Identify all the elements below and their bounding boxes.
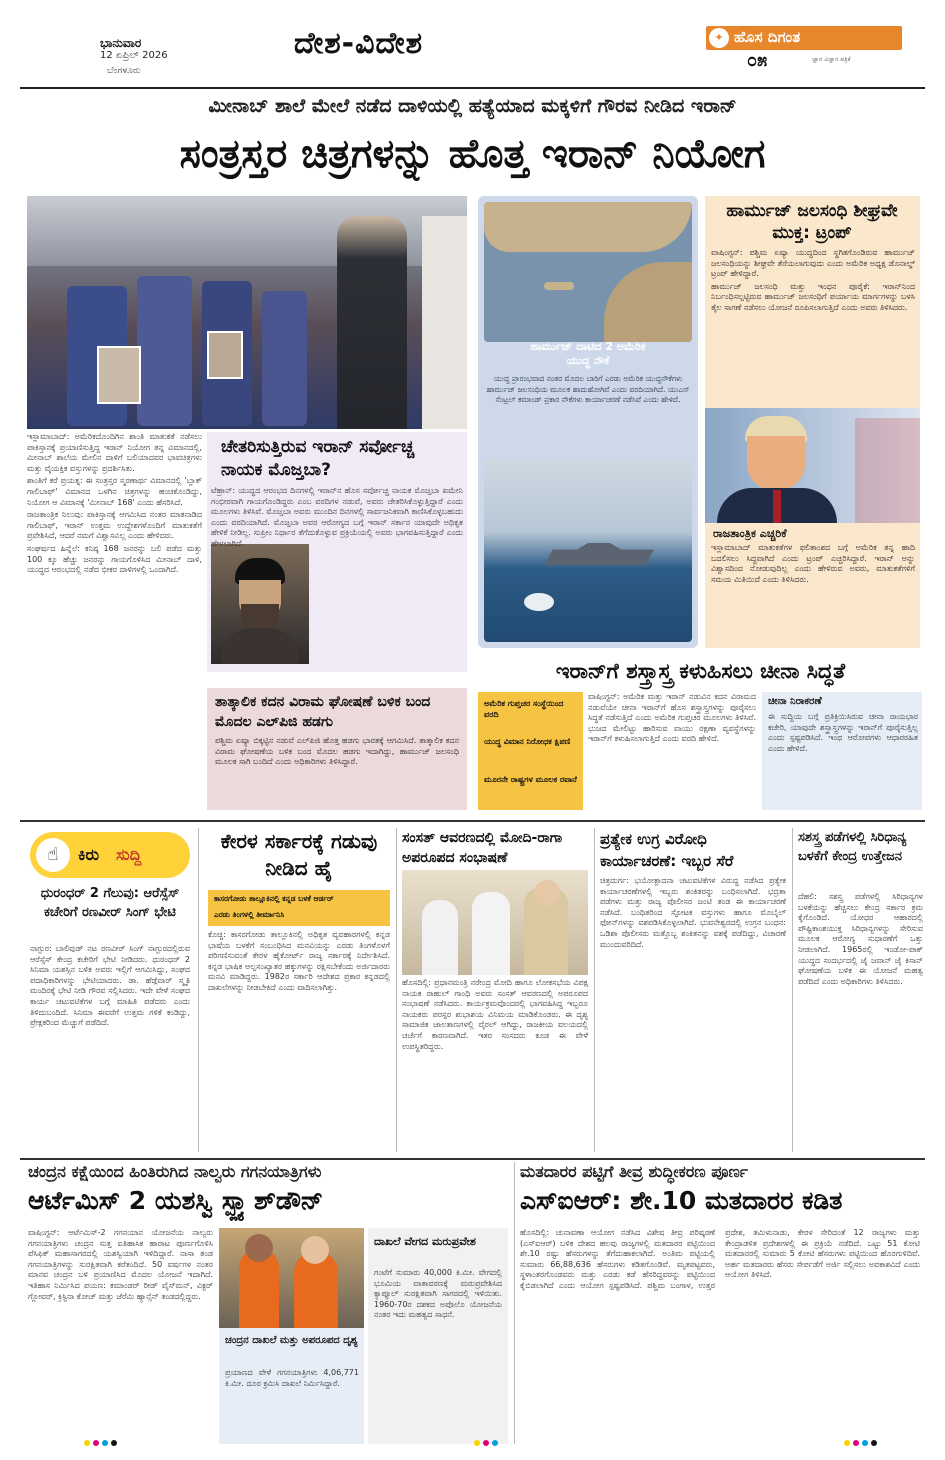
kerala-bullet: ಕಾಸರಗೋಡು ತಾಲ್ಲೂಕಿನಲ್ಲಿ ಕನ್ನಡ ಬಳಕೆ ಆರ್ಡರ್ — [214, 894, 334, 903]
modi-rahul-photo — [402, 870, 588, 975]
column-rule — [514, 1162, 515, 1444]
artemis-headline: ಆರ್ಟೆಮಿಸ್ 2 ಯಶಸ್ವಿ ಸ್ಪ್ಲ್ಯಾಶ್‌ಡೌನ್ — [28, 1186, 324, 1215]
column-rule — [594, 828, 595, 1152]
lpg-story — [207, 688, 467, 810]
column-rule — [792, 828, 793, 1152]
china-headline: ಇರಾನ್‌ಗೆ ಶಸ್ತ್ರಾಸ್ತ್ರ ಕಳುಹಿಸಲು ಚೀನಾ ಸಿದ್ಧತೆ — [555, 659, 846, 683]
sashastra-headline: ಸಶಸ್ತ್ರ ಪಡೆಗಳಲ್ಲಿ ಸಿರಿಧಾನ್ಯ ಬಳಕೆಗೆ ಕೇಂದ್ರ ಉತ್ತೇಜನ — [798, 830, 907, 864]
kiru-brand-a: ಕಿರು — [78, 845, 100, 864]
sansad-headline: ಸಂಸತ್ ಆವರಣದಲ್ಲಿ ಮೋದಿ-ರಾಗಾ ಅಪರೂಪದ ಸಂಭಾಷಣೆ — [402, 830, 563, 866]
sansad-body: ಹೊಸದಿಲ್ಲಿ: ಪ್ರಧಾನಮಂತ್ರಿ ನರೇಂದ್ರ ಮೋದಿ ಹಾಗೂ ಲೋಕಸಭೆಯ ವಿಪಕ್ಷ ನಾಯಕ ರಾಹುಲ್ ಗಾಂಧಿ ಅವರು ಸಂಸತ್ ಆವರಣದಲ್ಲಿ ಅಪರೂಪದ ಸಂಭಾಷಣೆ ನಡೆಸಿದರು. ಕಾರ್ಯಕ್ರಮವೊಂದರಲ್ಲಿ ಭಾಗವಹಿಸಿದ್ದ ಇಬ್ಬರೂ ನಾಯಕರು ಪರಸ್ಪರ ಶುಭಾಶಯ ವಿನಿಮಯ ಮಾಡಿಕೊಂಡರು. ಈ ದೃಶ್ಯ ಸಾಮಾಜಿಕ ಜಾಲತಾಣಗಳಲ್ಲಿ ವೈರಲ್ ಆಗಿದ್ದು, ರಾಜಕೀಯ ವಲಯದಲ್ಲಿ ಚರ್ಚೆಗೆ ಕಾರಣವಾಗಿದೆ. ಇತರ ಸಂಸದರು ಕೂಡ ಈ ವೇಳೆ ಉಪಸ್ಥಿತರಿದ್ದರು. — [402, 978, 588, 1051]
warship-photo — [484, 458, 692, 642]
masthead-rule — [20, 87, 925, 89]
column-rule — [396, 828, 397, 1152]
lead-body — [27, 432, 202, 810]
lead-paragraph: ಇಸ್ಲಾಮಾಬಾದ್: ಅಮೆರಿಕದೊಂದಿಗಿನ ಶಾಂತಿ ಮಾತುಕತೆ ನಡೆಸಲು ಪಾಕಿಸ್ತಾನಕ್ಕೆ ಪ್ರಯಾಣಿಸುತ್ತಿದ್ದ ಇರಾನ್ ನಿಯೋಗ ತನ್ನ ವಿಮಾನದಲ್ಲಿ, ಮೀನಾಬ್ ಶಾಲೆಯ ಮೇಲಿನ ದಾಳಿಗೆ ಬಲಿಯಾದವರ ಭಾವಚಿತ್ರಗಳು ಮತ್ತು ವೈಯಕ್ತಿಕ ವಸ್ತುಗಳನ್ನು ಪ್ರದರ್ಶಿಸಿತು. — [27, 432, 202, 473]
ugra-body: ಚಿತ್ರದುರ್ಗ: ಭಯೋತ್ಪಾದನಾ ಚಟುವಟಿಕೆಗಳ ವಿರುದ್ಧ ನಡೆಸಿದ ಪ್ರತ್ಯೇಕ ಕಾರ್ಯಾಚರಣೆಗಳಲ್ಲಿ ಇಬ್ಬರು ಶಂಕಿತರನ್ನು ಬಂಧಿಸಲಾಗಿದೆ. ಭದ್ರತಾ ಪಡೆಗಳು ಮತ್ತು ರಾಜ್ಯ ಪೊಲೀಸರ ಜಂಟಿ ತಂಡ ಈ ಕಾರ್ಯಾಚರಣೆ ನಡೆಸಿದೆ. ಬಂಧಿತರಿಂದ ಸ್ಫೋಟಕ ವಸ್ತುಗಳು ಹಾಗೂ ಮೊಬೈಲ್ ಫೋನ್‌ಗಳನ್ನು ವಶಪಡಿಸಿಕೊಳ್ಳಲಾಗಿದೆ. ಭುವನೇಶ್ವರದಲ್ಲಿ ಉಗ್ರನ ಬಂಧನ: ಒಡಿಶಾ ಪೊಲೀಸರು ಮತ್ತೊಬ್ಬ ಶಂಕಿತನನ್ನು ವಶಕ್ಕೆ ಪಡೆದಿದ್ದು, ವಿಚಾರಣೆ ಮುಂದುವರಿದಿದೆ. — [600, 876, 786, 949]
brand-name: ಹೊಸ ದಿಗಂತ — [734, 28, 801, 46]
leader-headline: ಚೇತರಿಸುತ್ತಿರುವ ಇರಾನ್ ಸರ್ವೋಚ್ಚ ನಾಯಕ ಮೊಜ್ತಬಾ? — [221, 437, 415, 480]
sir-body: ಹೊಸದಿಲ್ಲಿ: ಚುನಾವಣಾ ಆಯೋಗ ನಡೆಸಿದ ವಿಶೇಷ ತೀವ್ರ ಪರಿಷ್ಕರಣೆ (ಎಸ್‌ಐಆರ್) ಬಳಿಕ ದೇಶದ ಹಲವು ರಾಜ್ಯಗಳಲ್ಲಿ ಮತದಾರರ ಪಟ್ಟಿಯಿಂದ ಶೇ.10 ರಷ್ಟು ಹೆಸರುಗಳನ್ನು ತೆಗೆದುಹಾಕಲಾಗಿದೆ. ಅಂತಿಮ ಪಟ್ಟಿಯಲ್ಲಿ ಸುಮಾರು 66,88,636 ಹೆಸರುಗಳು ಕಡಿತಗೊಂಡಿವೆ. ಮೃತಪಟ್ಟವರು, ಸ್ಥಳಾಂತರಗೊಂಡವರು ಮತ್ತು ಎರಡು ಕಡೆ ಹೆಸರಿದ್ದವರನ್ನು ಪಟ್ಟಿಯಿಂದ ಕೈಬಿಡಲಾಗಿದೆ ಎಂದು ಆಯೋಗ ಸ್ಪಷ್ಟಪಡಿಸಿದೆ. ಪಶ್ಚಿಮ ಬಂಗಾಳ, ಉತ್ತರ ಪ್ರದೇಶ, ತಮಿಳುನಾಡು, ಕೇರಳ ಸೇರಿದಂತೆ 12 ರಾಜ್ಯಗಳು ಮತ್ತು ಕೇಂದ್ರಾಡಳಿತ ಪ್ರದೇಶಗಳಲ್ಲಿ ಈ ಪ್ರಕ್ರಿಯೆ ನಡೆದಿದೆ. ಒಟ್ಟು 51 ಕೋಟಿ ಮತದಾರರಲ್ಲಿ ಸುಮಾರು 5 ಕೋಟಿ ಹೆಸರುಗಳು ಪಟ್ಟಿಯಿಂದ ಹೊರಗುಳಿದಿವೆ. ಅರ್ಹ ಮತದಾರರು ಹೆಸರು ಸೇರ್ಪಡೆಗೆ ಅರ್ಜಿ ಸಲ್ಲಿಸಲು ಅವಕಾಶವಿದೆ ಎಂದು ಆಯೋಗ ತಿಳಿಸಿದೆ. — [520, 1228, 920, 1290]
hormuz-paragraph: ವಾಷಿಂಗ್ಟನ್: ಪಶ್ಚಿಮ ಏಷ್ಯಾ ಯುದ್ಧದಿಂದ ಸ್ಥಗಿತಗೊಂಡಿರುವ ಹಾರ್ಮುಜ್ ಜಲಸಂಧಿಯನ್ನು ಶೀಘ್ರವೇ ತೆರೆಯಲಾಗುವುದು ಎಂದು ಅಮೆರಿಕ ಅಧ್ಯಕ್ಷ ಡೊನಾಲ್ಡ್ ಟ್ರಂಪ್ ಹೇಳಿದ್ದಾರೆ. — [711, 248, 915, 279]
date-label: 12 ಏಪ್ರಿಲ್ 2026 — [100, 50, 168, 61]
brand-tagline: ಜ್ಞಾನ ವಿಜ್ಞಾನ ಪತ್ರಿಕೆ — [812, 56, 851, 63]
diplomatic-box — [705, 523, 920, 648]
lead-paragraph: ಸಂಘರ್ಷದ ಹಿನ್ನೆಲೆ: ಕನಿಷ್ಠ 168 ಜನರನ್ನು ಬಲಿ ಪಡೆದ ಮತ್ತು 100 ಕ್ಕೂ ಹೆಚ್ಚು ಜನರನ್ನು ಗಾಯಗೊಳಿಸಿದ ಮೀನಾಬ್ ದಾಳಿ, ಯುದ್ಧದ ಆರಂಭದಲ್ಲಿ ನಡೆದ ಭೀಕರ ದಾಳಿಗಳಲ್ಲಿ ಒಂದಾಗಿದೆ. — [27, 543, 202, 575]
hormuz-story — [705, 196, 920, 408]
kerala-headline: ಕೇರಳ ಸರ್ಕಾರಕ್ಕೆ ಗಡುವು ನೀಡಿದ ಹೈ — [220, 829, 378, 880]
section-rule — [20, 820, 925, 822]
map-caption-title: ಹಾರ್ಮುಜ್ ದಾಟಿದ 2 ಅಮೆರಿಕ ಯುದ್ಧ ನೌಕೆ — [530, 340, 646, 367]
kerala-bullet: ಎರಡು ತಿಂಗಳಲ್ಲಿ ತೀರ್ಮಾನಿಸಿ — [214, 910, 285, 919]
kiru-brand-b: ಸುದ್ದಿ — [116, 845, 142, 864]
page-number: ೦೫ — [747, 50, 768, 71]
china-bullet-box — [478, 692, 583, 810]
leader-story — [207, 432, 467, 672]
kiru-body: ನಾಗ್ಪುರ: ಬಾಲಿವುಡ್ ನಟ ರಣವೀರ್ ಸಿಂಗ್ ನಾಗ್ಪುರದಲ್ಲಿರುವ ಆರೆಸ್ಸೆಸ್ ಕೇಂದ್ರ ಕಚೇರಿಗೆ ಭೇಟಿ ನೀಡಿದರು. ಧುರಂಧರ್ 2 ಸಿನಿಮಾ ಯಶಸ್ಸಿನ ಬಳಿಕ ಅವರು ಇಲ್ಲಿಗೆ ಆಗಮಿಸಿದ್ದು, ಸಂಘದ ಪದಾಧಿಕಾರಿಗಳನ್ನು ಭೇಟಿಯಾದರು. ಡಾ. ಹೆಡ್ಗೆವಾರ್ ಸ್ಮೃತಿ ಮಂದಿರಕ್ಕೆ ಭೇಟಿ ನೀಡಿ ಗೌರವ ಸಲ್ಲಿಸಿದರು. ಇದೇ ವೇಳೆ ಸಂಘದ ಕಾರ್ಯ ಚಟುವಟಿಕೆಗಳ ಬಗ್ಗೆ ಮಾಹಿತಿ ಪಡೆದರು ಎಂದು ತಿಳಿದುಬಂದಿದೆ. ಸಿನಿಮಾ ಈವರೆಗೆ ಉತ್ತಮ ಗಳಿಕೆ ಕಂಡಿದ್ದು, ಪ್ರೇಕ್ಷಕರಿಂದ ಮೆಚ್ಚುಗೆ ಪಡೆದಿದೆ. — [30, 944, 190, 1028]
map-feature — [478, 196, 698, 648]
trump-photo — [705, 408, 920, 523]
china-side-box — [762, 692, 922, 810]
sir-headline: ಎಸ್‌ಐಆರ್: ಶೇ.10 ಮತದಾರರ ಕಡಿತ — [520, 1186, 843, 1215]
lpg-body: ಪಶ್ಚಿಮ ಏಷ್ಯಾ ಬಿಕ್ಕಟ್ಟಿನ ನಡುವೆ ಎಲ್‌ಪಿಜಿ ಹೊತ್ತ ಹಡಗು ಭಾರತಕ್ಕೆ ಆಗಮಿಸಿದೆ. ತಾತ್ಕಾಲಿಕ ಕದನ ವಿರಾಮ ಘೋಷಣೆಯ ಬಳಿಕ ಬಂದ ಮೊದಲ ಹಡಗು ಇದಾಗಿದ್ದು, ಹಾರ್ಮುಜ್ ಜಲಸಂಧಿ ಮೂಲಕ ಸಾಗಿ ಬಂದಿದೆ ಎಂದು ಅಧಿಕಾರಿಗಳು ತಿಳಿಸಿದ್ದಾರೆ. — [215, 736, 459, 767]
china-body: ವಾಷಿಂಗ್ಟನ್: ಅಮೆರಿಕ ಮತ್ತು ಇರಾನ್ ನಡುವಿನ ಕದನ ವಿರಾಮದ ನಡುವೆಯೇ ಚೀನಾ ಇರಾನ್‌ಗೆ ಹೊಸ ಶಸ್ತ್ರಾಸ್ತ್ರಗಳನ್ನು ಪೂರೈಸಲು ಸಿದ್ಧತೆ ನಡೆಸುತ್ತಿದೆ ಎಂದು ಅಮೆರಿಕ ಗುಪ್ತಚರ ಮೂಲಗಳು ತಿಳಿಸಿವೆ. ಭುಜದ ಮೇಲಿಟ್ಟು ಹಾರಿಸುವ ವಾಯು ರಕ್ಷಣಾ ವ್ಯವಸ್ಥೆಗಳನ್ನು ಇರಾನ್‌ಗೆ ಕಳುಹಿಸಲಾಗುತ್ತಿದೆ ಎಂದು ವರದಿ ಹೇಳಿದೆ. — [588, 692, 756, 744]
china-bullet: ಮೂರನೇ ರಾಷ್ಟ್ರಗಳ ಮೂಲಕ ರವಾನೆ — [484, 775, 577, 784]
kiru-headline: ಧುರಂಧರ್ 2 ಗೆಲುವು: ಆರೆಸ್ಸೆಸ್ ಕಚೇರಿಗೆ ರಣವೀರ್ ಸಿಂಗ್ ಭೇಟಿ — [40, 886, 180, 920]
artemis-body: ವಾಷಿಂಗ್ಟನ್: ಆರ್ಟೆಮಿಸ್-2 ಗಗನಯಾನ ಯೋಜನೆಯ ನಾಲ್ವರು ಗಗನಯಾತ್ರಿಗಳು ಚಂದ್ರನ ಸುತ್ತ ಐತಿಹಾಸಿಕ ಹಾರಾಟ ಪೂರ್ಣಗೊಳಿಸಿ ಪೆಸಿಫಿಕ್ ಮಹಾಸಾಗರದಲ್ಲಿ ಯಶಸ್ವಿಯಾಗಿ ಇಳಿದಿದ್ದಾರೆ. ನಾಸಾ ತಂಡ ಗಗನಯಾತ್ರಿಗಳನ್ನು ಸುರಕ್ಷಿತವಾಗಿ ಕರೆತಂದಿದೆ. 50 ವರ್ಷಗಳ ನಂತರ ಮಾನವ ಚಂದ್ರನ ಬಳಿ ಪ್ರಯಾಣಿಸಿದ ಮೊದಲ ಯೋಜನೆ ಇದಾಗಿದೆ. ಇತಿಹಾಸ ನಿರ್ಮಿಸಿದ ಪಯಣ: ಕಮಾಂಡರ್ ರೀಡ್ ವೈಸ್‌ಮನ್, ವಿಕ್ಟರ್ ಗ್ಲೋವರ್, ಕ್ರಿಸ್ಟಿನಾ ಕೋಚ್ ಮತ್ತು ಜೆರೆಮಿ ಹ್ಯಾನ್ಸೆನ್ ತಂಡದಲ್ಲಿದ್ದರು. — [28, 1228, 213, 1301]
lead-paragraph: ಶಾಂತಿಗೆ ಕರೆ ಪ್ರಯತ್ನ: ಈ ಸಂತ್ರಸ್ತರ ಸ್ಮರಣಾರ್ಥ ವಿಮಾನದಲ್ಲಿ 'ಬ್ಲಾಕ್ ಗಾಲಿಬಾಫ್' ವಿಮಾನದ ಒಳಗಿನ ಚಿತ್ರಗಳನ್ನು ಹಂಚಿಕೊಂಡಿದ್ದು, ನಿಯೋಗ ಆ ವಿಮಾನಕ್ಕೆ 'ಮೀನಾಬ್ 168' ಎಂದು ಹೆಸರಿಸಿದೆ. — [27, 476, 202, 507]
kiru-brand — [30, 832, 190, 878]
hormuz-paragraph: ಹಾರ್ಮುಜ್ ಜಲಸಂಧಿ ಮತ್ತು ಇಂಧನ ಪೂರೈಕೆ: ಇರಾನ್‌ನಿಂದ ನಿರ್ಬಂಧಿಸಲ್ಪಟ್ಟಿರುವ ಹಾರ್ಮುಜ್ ಜಲಸಂಧಿಗೆ ಪರ್ಯಾಯ ಮಾರ್ಗಗಳನ್ನು ಬಳಸಿ ತೈಲ ಸಾಗಣೆ ನಡೆಸಲು ಯೋಜನೆ ರೂಪಿಸಲಾಗುತ್ತಿದೆ ಎಂದು ಅವರು ತಿಳಿಸಿದರು. — [711, 281, 915, 312]
leader-body: ಟೆಹ್ರಾನ್: ಯುದ್ಧದ ಆರಂಭದ ದಿನಗಳಲ್ಲಿ ಇರಾನ್‌ನ ಹೊಸ ಸರ್ವೋಚ್ಚ ನಾಯಕ ಮೊಜ್ತಬಾ ಖಮೇನಿ ಗಂಭೀರವಾಗಿ ಗಾಯಗೊಂಡಿದ್ದರು ಎಂಬ ವರದಿಗಳ ನಡುವೆ, ಅವರು ಚೇತರಿಸಿಕೊಳ್ಳುತ್ತಿದ್ದಾರೆ ಎಂದು ಮೂಲಗಳು ತಿಳಿಸಿವೆ. ಮೊಜ್ತಬಾ ಅವರು ಮುಂದಿನ ದಿನಗಳಲ್ಲಿ ಸಾರ್ವಜನಿಕವಾಗಿ ಕಾಣಿಸಿಕೊಳ್ಳಬಹುದು ಎಂದು ವರದಿಯಾಗಿದೆ. ಮೊಜ್ತಬಾ ಅವರ ಆರೋಗ್ಯದ ಬಗ್ಗೆ ಇರಾನ್ ಸರ್ಕಾರ ಯಾವುದೇ ಅಧಿಕೃತ ಹೇಳಿಕೆ ನೀಡಿಲ್ಲ. ಸುಪ್ರೀಂ ನಿರ್ಧಾರ ತೆಗೆದುಕೊಳ್ಳುವ ಪ್ರಕ್ರಿಯೆಯಲ್ಲಿ ಅವರು ಭಾಗವಹಿಸುತ್ತಿದ್ದಾರೆ ಎಂದು ಹೇಳಲಾಗಿದೆ. — [211, 486, 463, 548]
china-bullet: ಯುದ್ಧ ವಿಮಾನ ನಿರೋಧಕ ಕ್ಷಿಪಣಿ — [484, 737, 571, 746]
masthead — [12, 20, 933, 76]
lead-paragraph: ರಾಜತಾಂತ್ರಿಕ ನಿಲುವು: ಪಾಕಿಸ್ತಾನಕ್ಕೆ ಆಗಮಿಸಿದ ನಂತರ ಮಾತನಾಡಿದ ಗಾಲಿಬಾಫ್, ಇರಾನ್ ಉತ್ತಮ ಉದ್ದೇಶಗಳೊಂದಿಗೆ ಮಾತುಕತೆಗೆ ಪ್ರವೇಶಿಸಿದೆ, ಆದರೆ ನಮಗೆ ವಿಶ್ವಾಸವಿಲ್ಲ ಎಂದು ಹೇಳಿದರು. — [27, 510, 202, 541]
china-bullet: ಅಮೆರಿಕ ಗುಪ್ತಚರ ಸಂಸ್ಥೆಯಿಂದ ವರದಿ — [484, 699, 564, 719]
astronauts-caption-text: ಪ್ರಯಾಣದ ವೇಳೆ ಗಗನಯಾತ್ರಿಗಳು 4,06,771 ಕಿ.ಮೀ. ದೂರ ಕ್ರಮಿಸಿ ದಾಖಲೆ ನಿರ್ಮಿಸಿದ್ದಾರೆ. — [225, 1368, 359, 1388]
china-side-body: ಈ ಸುದ್ದಿಯ ಬಗ್ಗೆ ಪ್ರತಿಕ್ರಿಯಿಸಿರುವ ಚೀನಾ ರಾಯಭಾರ ಕಚೇರಿ, ಯಾವುದೇ ಶಸ್ತ್ರಾಸ್ತ್ರಗಳನ್ನು ಇರಾನ್‌ಗೆ ಪೂರೈಸುತ್ತಿಲ್ಲ ಎಂದು ಸ್ಪಷ್ಟಪಡಿಸಿದೆ. ಇಂಥ ಆರೋಪಗಳು ಆಧಾರರಹಿತ ಎಂದು ಹೇಳಿದೆ. — [768, 712, 918, 753]
hormuz-headline: ಹಾರ್ಮುಜ್ ಜಲಸಂಧಿ ಶೀಘ್ರವೇ ಮುಕ್ತ: ಟ್ರಂಪ್ — [726, 201, 898, 243]
lead-kicker: ಮೀನಾಬ್ ಶಾಲೆ ಮೇಲೆ ನಡೆದ ದಾಳಿಯಲ್ಲಿ ಹತ್ಯೆಯಾದ ಮಕ್ಕಳಿಗೆ ಗೌರವ ನೀಡಿದ ಇರಾನ್ — [208, 95, 737, 117]
astronauts-photo — [219, 1228, 364, 1328]
map-caption-body: ಯುದ್ಧ ಪ್ರಾರಂಭವಾದ ನಂತರ ಮೊದಲ ಬಾರಿಗೆ ಎರಡು ಅಮೆರಿಕ ಯುದ್ಧನೌಕೆಗಳು ಹಾರ್ಮುಜ್ ಜಲಸಂಧಿಯ ಮೂಲಕ ಹಾದುಹೋಗಿವೆ ಎಂದು ವರದಿಯಾಗಿದೆ. ಯುಎಸ್ ಸೆಂಟ್ರಲ್ ಕಮಾಂಡ್ ಪ್ರಕಾರ ನೌಕೆಗಳು ಕಾರ್ಯಾಚರಣೆ ನಡೆಸಿವೆ ಎಂದು ಹೇಳಿದೆ. — [486, 374, 690, 405]
lpg-headline: ತಾತ್ಕಾಲಿಕ ಕದನ ವಿರಾಮ ಘೋಷಣೆ ಬಳಿಕ ಬಂದ ಮೊದಲ ಎಲ್‌ಪಿಜಿ ಹಡಗು — [215, 694, 431, 730]
lead-photo-plane-cabin — [27, 196, 467, 429]
kerala-bullet-box — [208, 890, 390, 926]
reentry-body: ಗಂಟೆಗೆ ಸುಮಾರು 40,000 ಕಿ.ಮೀ. ವೇಗದಲ್ಲಿ ಭೂಮಿಯ ವಾತಾವರಣಕ್ಕೆ ಮರುಪ್ರವೇಶಿಸಿದ ಕ್ಯಾಪ್ಸೂಲ್ ಸುರಕ್ಷಿತವಾಗಿ ಸಾಗರದಲ್ಲಿ ಇಳಿಯಿತು. 1960-70ರ ದಶಕದ ಅಪೊಲೊ ಯೋಜನೆಯ ನಂತರ ಇದು ಮಹತ್ವದ ಸಾಧನೆ. — [374, 1268, 502, 1320]
ugra-headline: ಪ್ರತ್ಯೇಕ ಉಗ್ರ ವಿರೋಧಿ ಕಾರ್ಯಾಚರಣೆ: ಇಬ್ಬರ ಸೆರೆ — [600, 830, 734, 870]
hormuz-body — [711, 248, 915, 404]
section-rule — [20, 1158, 925, 1160]
artemis-kicker: ಚಂದ್ರನ ಕಕ್ಷೆಯಿಂದ ಹಿಂತಿರುಗಿದ ನಾಲ್ವರು ಗಗನಯಾತ್ರಿಗಳು — [28, 1162, 322, 1181]
kerala-body: ಕೊಚ್ಚಿ: ಕಾಸರಗೋಡು ತಾಲ್ಲೂಕಿನಲ್ಲಿ ಅಧಿಕೃತ ವ್ಯವಹಾರಗಳಲ್ಲಿ ಕನ್ನಡ ಭಾಷೆಯ ಬಳಕೆಗೆ ಸಂಬಂಧಿಸಿದ ಮನವಿಯನ್ನು ಎರಡು ತಿಂಗಳೊಳಗೆ ಪರಿಗಣಿಸುವಂತೆ ಕೇರಳ ಹೈಕೋರ್ಟ್ ರಾಜ್ಯ ಸರ್ಕಾರಕ್ಕೆ ನಿರ್ದೇಶಿಸಿದೆ. ಕನ್ನಡ ಭಾಷಿಕ ಅಲ್ಪಸಂಖ್ಯಾತರ ಹಕ್ಕುಗಳನ್ನು ರಕ್ಷಿಸಬೇಕೆಂದು ಅರ್ಜಿದಾರರು ಮನವಿ ಮಾಡಿದ್ದರು. 1982ರ ಸರ್ಕಾರಿ ಆದೇಶದ ಪ್ರಕಾರ ಕನ್ನಡದಲ್ಲಿ ದಾಖಲೆಗಳನ್ನು ನೀಡಬೇಕಿದೆ ಎಂದು ವಾದಿಸಲಾಗಿತ್ತು. — [208, 930, 390, 992]
column-rule — [198, 828, 199, 1152]
astronauts-caption-box — [219, 1328, 364, 1444]
astronauts-caption: ಚಂದ್ರನ ದಾಖಲೆ ಮತ್ತು ಅಪರೂಪದ ದೃಶ್ಯ — [225, 1335, 358, 1346]
lead-headline: ಸಂತ್ರಸ್ತರ ಚಿತ್ರಗಳನ್ನು ಹೊತ್ತ ಇರಾನ್ ನಿಯೋಗ — [179, 131, 766, 177]
brand-logo — [706, 26, 902, 50]
brand-mark-icon: ✦ — [709, 28, 729, 48]
section-title: ದೇಶ-ವಿದೇಶ — [294, 26, 424, 61]
sir-kicker: ಮತದಾರರ ಪಟ್ಟಿಗೆ ತೀವ್ರ ಶುದ್ಧೀಕರಣ ಪೂರ್ಣ — [520, 1162, 749, 1181]
hormuz-map — [484, 202, 692, 342]
reentry-title: ದಾಖಲೆ ವೇಗದ ಮರುಪ್ರವೇಶ — [374, 1235, 476, 1248]
dateline — [12, 20, 282, 76]
hand-icon: ☝ — [36, 838, 70, 872]
day-label: ಭಾನುವಾರ — [100, 36, 142, 50]
diplomatic-body: ಇಸ್ಲಾಮಾಬಾದ್ ಮಾತುಕತೆಗಳ ಫಲಿತಾಂಶದ ಬಗ್ಗೆ ಅಮೆರಿಕ ತನ್ನ ಹಾದಿ ಬದಲಿಸಲು ಸಿದ್ಧವಾಗಿದೆ ಎಂದು ಟ್ರಂಪ್ ಎಚ್ಚರಿಸಿದ್ದಾರೆ. ಇರಾನ್ ಅನ್ನು ವಿಶ್ವಾಸದಿಂದ ನೋಡುವುದಿಲ್ಲ ಎಂದು ಹೇಳಿರುವ ಅವರು, ಮಾತುಕತೆಗಳಿಗೆ ಸಮಯ ಮಿತಿಯಿದೆ ಎಂದು ತಿಳಿಸಿದರು. — [711, 543, 915, 584]
diplomatic-title: ರಾಜತಾಂತ್ರಿಕ ಎಚ್ಚರಿಕೆ — [713, 527, 787, 540]
registration-marks — [84, 1440, 884, 1450]
china-side-title: ಚೀನಾ ನಿರಾಕರಣೆ — [768, 696, 822, 707]
reentry-box — [368, 1228, 508, 1444]
city-label: ಬೆಂಗಳೂರು — [107, 66, 141, 76]
sashastra-body: ದೆಹಲಿ: ಸಶಸ್ತ್ರ ಪಡೆಗಳಲ್ಲಿ ಸಿರಿಧಾನ್ಯಗಳ ಬಳಕೆಯನ್ನು ಹೆಚ್ಚಿಸಲು ಕೇಂದ್ರ ಸರ್ಕಾರ ಕ್ರಮ ಕೈಗೊಂಡಿದೆ. ಯೋಧರ ಆಹಾರದಲ್ಲಿ ಪೌಷ್ಟಿಕಾಂಶಯುಕ್ತ ಸಿರಿಧಾನ್ಯಗಳನ್ನು ಸೇರಿಸುವ ಮೂಲಕ ಆರೋಗ್ಯ ಸುಧಾರಣೆಗೆ ಒತ್ತು ನೀಡಲಾಗಿದೆ. 1965ರಲ್ಲಿ ಇಂಡೋ-ಪಾಕ್ ಯುದ್ಧದ ಸಂದರ್ಭದಲ್ಲಿ ಜೈ ಜವಾನ್ ಜೈ ಕಿಸಾನ್ ಘೋಷಣೆಯ ಬಳಿಕ ಈ ಯೋಜನೆ ಮಹತ್ವ ಪಡೆದಿದೆ ಎಂದು ಅಧಿಕಾರಿಗಳು ತಿಳಿಸಿದರು. — [798, 892, 923, 986]
